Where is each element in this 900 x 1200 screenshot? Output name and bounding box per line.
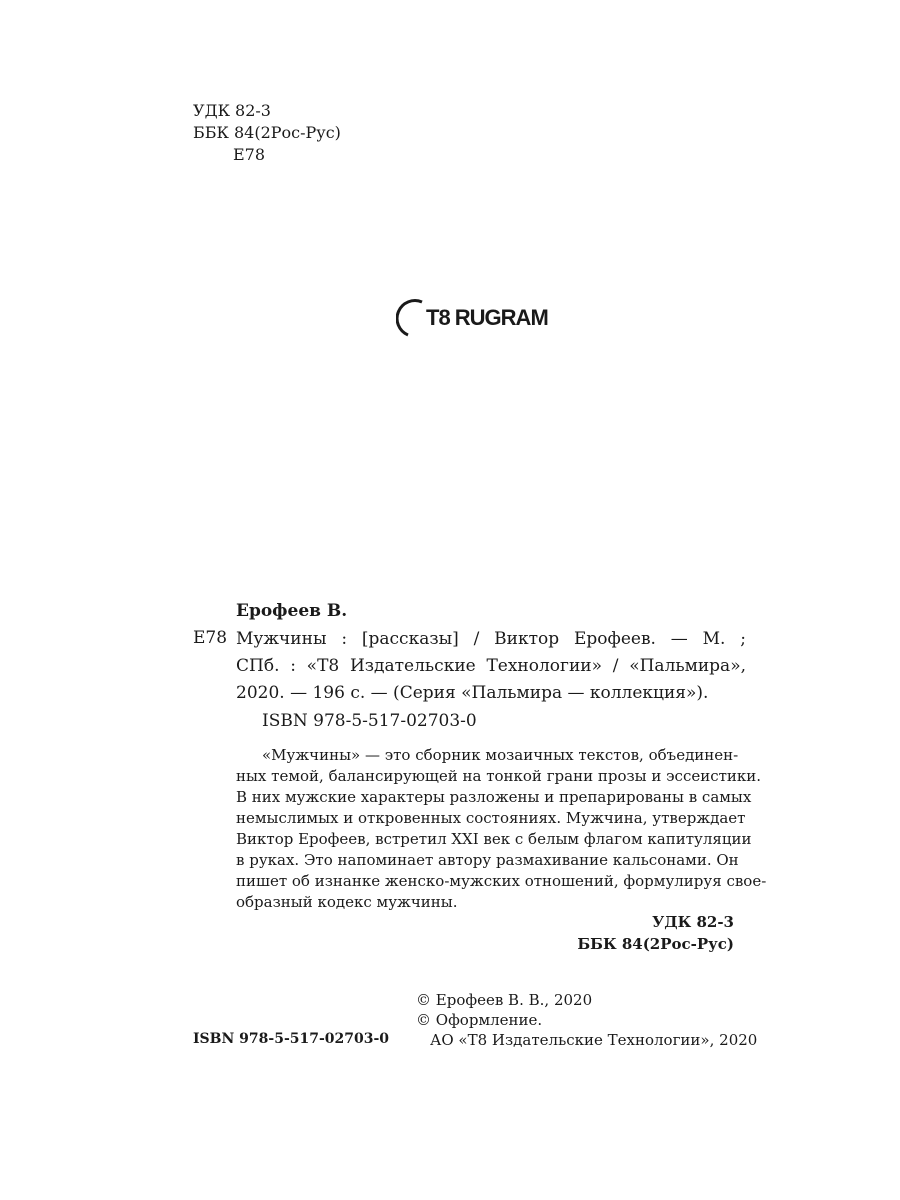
copyright-author: © Ерофеев В. В., 2020	[416, 991, 593, 1009]
bib-line: СПб. : «Т8 Издательские Технологии» / «Пальмира»,	[236, 656, 746, 676]
isbn-bottom: ISBN 978-5-517-02703-0	[193, 1031, 390, 1047]
bbk-code: ББК 84(2Рос-Рус)	[193, 123, 341, 142]
publisher-logo	[396, 298, 548, 338]
annotation-line: В них мужские характеры разложены и препарированы в самых	[236, 788, 752, 806]
logo-text: T8 RUGRAM	[426, 305, 548, 330]
annotation-line: пишет об изнанке женско-мужских отношений, формулируя свое-	[236, 872, 767, 890]
annotation-line: в руках. Это напоминает автору размахивание кальсонами. Он	[236, 851, 739, 869]
author-mark: Е78	[233, 145, 266, 164]
isbn: ISBN 978-5-517-02703-0	[262, 711, 477, 731]
copyright-design: © Оформление.	[416, 1011, 543, 1029]
bbk-code-bottom: ББК 84(2Рос-Рус)	[577, 935, 734, 953]
annotation-text: «Мужчины» — это сборник мозаичных текстов, объединен-	[262, 746, 739, 764]
annotation-line	[236, 745, 739, 766]
annotation-line: образный кодекс мужчины.	[236, 893, 458, 911]
udk-code: УДК 82-3	[193, 101, 271, 120]
annotation-line: Виктор Ерофеев, встретил XXI век с белым флагом капитуляции	[236, 830, 752, 848]
catalog-mark: Е78	[193, 628, 228, 648]
copyright-publisher: АО «Т8 Издательские Технологии», 2020	[430, 1031, 758, 1049]
bib-line: 2020. — 196 с. — (Серия «Пальмира — коллекция»).	[236, 683, 709, 703]
classification-header	[193, 100, 341, 166]
annotation-line: немыслимых и откровенных состояниях. Мужчина, утверждает	[236, 809, 746, 827]
annotation-line: ных темой, балансирующей на тонкой грани прозы и эссеистики.	[236, 767, 762, 785]
author-heading: Ерофеев В.	[236, 601, 348, 621]
bib-line: Мужчины : [рассказы] / Виктор Ерофеев. — М. ;	[236, 629, 746, 649]
udk-code-bottom: УДК 82-3	[652, 913, 734, 931]
